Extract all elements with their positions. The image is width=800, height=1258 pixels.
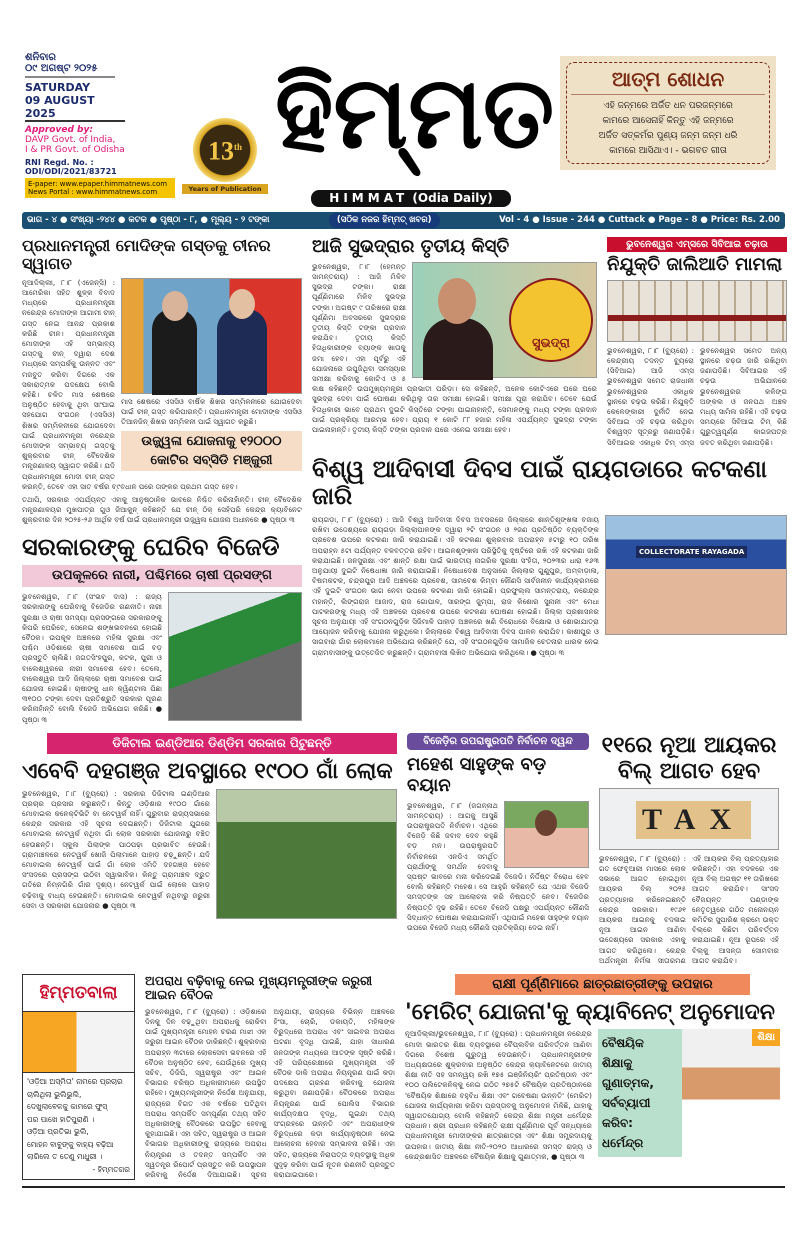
bjd-rally-photo (168, 592, 302, 721)
approved-2: I & PR Govt. of Odisha (25, 145, 125, 155)
headline-tax-2: ବିଲ୍ ଆଗତ ହେବ (617, 758, 761, 784)
article-modi-more: ତଥାପି, ସରକାର ଏପର୍ଯ୍ୟନ୍ତ ଏହାକୁ ଆନୁଷ୍ଠାନିକ ଭାବରେ ନିଶ୍ଚିତ କରିନାହାଁନ୍ତି। ଚୀନ୍ ବୈଦେଶିକ ମନ୍ତ୍ରଣାଳୟର ମୁଖପାତ୍ର ଗୁଓ ଜିଆକୁନ୍ କହିଛନ୍ତି ଯେ ଚୀନ୍ ଠିକ୍ ସେହିପରି କେନ୍ଦ୍ର କ୍ୟାବିନେଟ ଶୁକ୍ରବାର ଦିନ ୨୦୨୫-୨୬ ଆର୍ଥିକ ବର୍ଷ ପାଇଁ ପ୍ରଧାନମନ୍ତ୍ରୀ ଉଜ୍ଜ୍ୱଳା ଯୋଜନା ଅଧୀନରେ ● ପୃଷ୍ଠା ୩ (22, 495, 302, 525)
merit-kicker: ରାକ୍ଷୀ ପୂର୍ଣ୍ଣିମାରେ ଛାତ୍ରଛାତ୍ରୀଙ୍କୁ ଉପହାର (455, 974, 750, 995)
ujjwala-headline-2: କୋଟିର ସବ୍‌ସିଡି ମଞ୍ଜୁରୀ (150, 453, 273, 469)
right-area (312, 237, 787, 658)
headline-crime: ଅପରାଧ ବଢ଼ିବାକୁ ନେଇ ମୁଖ୍ୟମନ୍ତ୍ରୀଙ୍କ ଜରୁରୀ ଆଇନ ବୈଠକ (145, 973, 373, 1003)
himmatbala-title: ହିମ୍ମତବାଲା (23, 975, 134, 1012)
article-merit-body: ନୂଆଦିଲ୍ଲୀ/ଭୁବନେଶ୍ୱର, ୮।୮ (ବ୍ୟୁରୋ) : ପ୍ରଧାନମନ୍ତ୍ରୀ ନରେନ୍ଦ୍ର ମୋଦୀ ଭାରତର ଶିକ୍ଷା ବ୍ୟବସ୍ଥାରେ ବୈପ୍ଲବିକ ପରିବର୍ତ୍ତନ ଆଣିବା ଦିଗରେ ବିଶେଷ ଗୁରୁତ୍ୱ ଦେଉଛନ୍ତି। ପ୍ରଧାନମନ୍ତ୍ରୀଙ୍କ ଅଧ୍ୟକ୍ଷତାରେ ଶୁକ୍ରବାର ଅନୁଷ୍ଠିତ କେନ୍ଦ୍ର କ୍ୟାବିନେଟରେ ଜାତୀୟ ଶିକ୍ଷା ନୀତି ସହ ସମନ୍ୱୟ ରଖି ୧୭୫ ଇଞ୍ଜିନିୟରିଂ ପ୍ରତିଷ୍ଠାନ ଏବଂ ୧୦୦ ପଲିଟେକନିକ୍‌କୁ ନେଇ ଗଠିତ ୨୭୫ଟି ବୈଷୟିକ ପ୍ରତିଷ୍ଠାନରେ 'ବୈଷୟିକ ଶିକ୍ଷାରେ ବହୁବିଧ ଶିକ୍ଷା ଏବଂ ଗବେଷଣା ଉନ୍ନତି' (ମେରିଟ) ଯୋଜନା କାର୍ଯ୍ୟକାରୀ କରିବା ପ୍ରସ୍ତାବକୁ ଅନୁମୋଦନ ମିଳିଛି, ଯାହାକୁ ସ୍ୱାଗତଯୋଗ୍ୟ ବୋଲି କହିଛନ୍ତି କେନ୍ଦ୍ର ଶିକ୍ଷା ମନ୍ତ୍ରୀ ଧର୍ମେନ୍ଦ୍ର ପ୍ରଧାନ। ଶ୍ରୀ ପ୍ରଧାନ କହିଛନ୍ତି ରାକ୍ଷୀ ପୂର୍ଣ୍ଣିମାର ପୂର୍ବ ସନ୍ଧ୍ୟାରେ ପ୍ରଧାନମନ୍ତ୍ରୀ ମୋଦୀଙ୍କର ଛାତ୍ରଛାତ୍ରୀ ଏବଂ ଶିକ୍ଷା ସମ୍ପ୍ରଦାୟକୁ ଉପହାର। ଜାତୀୟ ଶିକ୍ଷା ନୀତି-୨୦୨୦ ଆଧାରରେ ସମସ୍ତ ରାଜ୍ୟ ଓ କେନ୍ଦ୍ରଶାସିତ ଅଞ୍ଚଳରେ ବୈଷୟିକ ଶିକ୍ଷାକୁ ଗୁଣାତ୍ମକ, ● ପୃଷ୍ଠା ୩ (405, 1029, 592, 1161)
headline-adibasi: ବିଶ୍ୱ ଆଦିବାସୀ ଦିବସ ପାଇଁ ରାୟଗଡାରେ କଟକଣା ଜାରି (312, 454, 768, 511)
article-aiims-body: ଭୁବନେଶ୍ୱର, ୮।୮ (ବ୍ୟୁରୋ) : କେନ୍ଦ୍ରୀୟ ତଦନ୍ତ ବ୍ୟୁରୋ (ସିବିଆଇ) ଆଜି ଏମ୍ସ ଭୁବନେଶ୍ୱର ସମେତ ରାଜଧାନୀ ଭୁବନେଶ୍ୱରର ଏକାଧିକ ସ୍ଥାନରେ ଚଢ଼ଉ କରିଛି। ନିଯୁକ୍ତି କେଳେଙ୍କାରୀ ଦୁର୍ନୀତି ନେଇ ସିବିଆଇ ଏହି ଚଢ଼ଉ କରିଥିବା ବିଶ୍ୱସ୍ତ ସୂତ୍ରରୁ ଜଣାପଡ଼ିଛି। ସିବିଆଇର ଏକାଧିକ ଟିମ୍ ଏମ୍ସ ଭୁବନେଶ୍ୱର ସମେତ ଅନ୍ୟ ସ୍ଥାନରେ ଚଢ଼ଉ ଜାରି ରଖିଥିବା ଜଣାପଡ଼ିଛି। ସିବିଆଇର ଏହି ଚଢ଼ଉ ଅଭିଯାନରେ ଭୁବନେଶ୍ୱରର କଳିଙ୍ଗ ଅଙ୍କଲ ଓ ଜନପଥ ଅଞ୍ଚଳ ମଧ୍ୟ ସାମିଲ ରହିଛି। ଏହି ଚଢ଼ଉ ସମୟରେ ସିବିଆଇ ଟିମ୍ କିଛି ଗୁରୁତ୍ୱପୂର୍ଣ୍ଣ କାଗଜପତ୍ର ଜବତ କରିଥିବା ଜଣାପଡ଼ିଛି। (607, 345, 787, 447)
headline-modi: ପ୍ରଧାନମନ୍ତ୍ରୀ ମୋଦିଙ୍କ ଗସ୍ତକୁ ଚୀନର ସ୍ୱାଗତ (22, 236, 271, 274)
verse-line: ଚାଲିଥିଲା ଭୁଲିଭୁଲି, (27, 1089, 82, 1099)
himmatbala-box (22, 974, 135, 1180)
merit-body-wrap (405, 1029, 780, 1162)
headline-tax-1: ୧୧ରେ ନୂଆ ଆୟକର (601, 733, 777, 759)
article-adibasi-body: ରାୟଗଡ଼ା, ୮।୮ (ବ୍ୟୁରୋ) : ଆଜି ବିଶ୍ୱ ଆଦିବାସୀ ଦିବସ ଅବସରରେ ଜିଲ୍ଲାରେ ଶାନ୍ତିଶୃଙ୍ଖଳା ବଜାୟ ରଖିବା ଉଦ୍ଦେଶ୍ୟରେ ରାୟଗଡ଼ା ଜିଲ୍ଲାପାଳଙ୍କ ଦ୍ୱାରା ୨ଟି ସଂଗଠନ ଓ ୨ଜଣ ପ୍ରତିଷ୍ଠିତ ବ୍ୟକ୍ତିଙ୍କ ପ୍ରବେଶ ଉପରେ କଟକଣା ଜାରି କରାଯାଇଛି। ଏହି କଟକଣା ଶୁକ୍ରବାର ଅପରାହ୍ନ ୫ଟାରୁ ୧୦ ତାରିଖ ଅପରାହ୍ନ ୫ଟା ପର୍ଯ୍ୟନ୍ତ ବଳବତ୍ତର ରହିବ। ଆଇନଶୃଙ୍ଖଳା ପରିସ୍ଥିତିକୁ ଦୃଷ୍ଟିରେ ରଖି ଏହି କଟକଣା ଜାରି କରାଯାଇଛି। ଜନସୁରକ୍ଷା ଏବଂ ଶାନ୍ତି ରକ୍ଷା ପାଇଁ ଭାରତୀୟ ନାଗରିକ ସୁରକ୍ଷା ସଂହିତା, ୨୦୨୩ର ଧାରା ୧୬୩ ଅନୁଯାୟୀ ଦୁଇଟି ନିଷେଧାଜ୍ଞା ଜାରି କରାଯାଇଛି। ନିଷେଧାଦେଶ ଅନୁସାରେ ଜିଲ୍ଲାର ଗୁଣୁପୁର, ଅମ୍ବାଡ଼ାଳା, ବିଷମକଟକ, ଚନ୍ଦ୍ରପୁର ଆଦି ଅଞ୍ଚଳରେ ପ୍ରବେଶ, ସାମବେଶ କିମ୍ବା କୌଣସି ସାର୍ବଜନୀନ କାର୍ଯ୍ୟକ୍ରମରେ ଏହି ଦୁଇଟି ସଂଗଠନ ଭାଗ ନେବା ଉପରେ କଟକଣା ଜାରି ହୋଇଛି। ପ୍ରଫୁଲ୍ଲ ସାମନ୍ତରାୟ, ନରେନ୍ଦ୍ର ମହାନ୍ତି, ଲିଙ୍ଗରାଜ ଆଜାଦ, ରାଜ ଗୋପାଳ, ସାରଙ୍ଗ ଜୁମ୍ପା, ରାଜ କିଶୋର ସୁନାନୀ ଏବଂ ମେଧା ପାଟକରଙ୍କୁ ମଧ୍ୟ ଏହି ଅଞ୍ଚଳରେ ପ୍ରବେଶ ଉପରେ କଟକଣା ଘୋଷଣା ହୋଇଛି। ଜିଲ୍ଲା ପ୍ରଶାସନର ସୂଚନା ଅନୁଯାୟୀ ଏହି ସଂଗଠନଗୁଡ଼ିକ ସିଜିମାଳି ପାହାଡ଼ ଅଞ୍ଚଳରେ ଖଣି ବିରୋଧରେ ବିକ୍ଷୋଭ ଓ ଶୋଭାଯାତ୍ରା ଆୟୋଜନ କରିବାକୁ ଯୋଜନା କରୁଥିଲେ। ଜିଲ୍ଲାରେ ବିଶ୍ୱ ଆଦିବାସୀ ଦିବସ ପାଳନ କରାଯିବ। କାଶୀପୁର ଓ ସାଗବାରା ଗାଁର ଲୋକମାନେ ଅଭିଯୋଗ କରିଛନ୍ତି ଯେ, ଏହି ସଂଗଠନଗୁଡ଼ିକ ସାମାଜିକ ଚେତନାର ଧାରକ ନେଇ ଗ୍ରାମବାସୀଙ୍କୁ ଉତ୍ତେଜିତ କରୁଛନ୍ତି। ଗ୍ରାମବାସୀ ଲିଖିତ ଅଭିଯୋଗ କରିଥିଲେ। ● ପୃଷ୍ଠା ୩ (312, 514, 599, 657)
article-crime (145, 974, 395, 1180)
approved-1: DAVP Govt. of India, (25, 135, 116, 145)
date-en: 09 AUGUST 2025 (25, 94, 125, 122)
digital-kicker: ଡିଜିଟାଲ ଇଣ୍ଡିଆର ଡିଣ୍ଡିମ ସରକାର ପିଟୁଛନ୍ତି (47, 733, 397, 754)
info-left: ଭାଗ - ୪ ● ସଂଖ୍ୟା -୨୪୪ ● କଟକ ● ପୃଷ୍ଠା - ୮, ● ମୂଲ୍ୟ - ୨ ଟଙ୍କା (27, 215, 270, 225)
collectorate-photo (605, 515, 787, 635)
epaper-link[interactable]: E-paper: www.epaper.himmatnews.com (28, 180, 168, 188)
article-subhadra-body: ଭୁବନେଶ୍ୱର, ୮।୮ (ହେମନ୍ତ ସାମନ୍ତରାୟ) : ଆଜି ମିଳିବ ସୁଭଦ୍ରା ଟଙ୍କା। ରାକ୍ଷୀ ପୂର୍ଣ୍ଣିମାରେ ମିଳିବ ସୁଭଦ୍ରା ଟଙ୍କା। ଅଗଷ୍ଟ ୯ ତାରିଖରେ ରାକ୍ଷୀ ପୂର୍ଣ୍ଣିମା ଅବସରରେ ସୁଭଦ୍ରାର ତୃତୀୟ କିସ୍ତି ଟଙ୍କା ପ୍ରଦାନ କରାଯିବ। ତୃତୀୟ କିସ୍ତି ହିତାଧିକାରୀଙ୍କ ବ୍ୟାଙ୍କ ଖାତାକୁ ଜମା ହେବ। ଏହା ପୂର୍ବରୁ ଏହି ଯୋଜନାରେ ଉପୁଜିଥିବା ସମସ୍ୟାର ସମୀକ୍ଷା କରିବାକୁ କୋଟିଏ ଓ ୫ ଲକ୍ଷ କହିଛନ୍ତି ଉପମୁଖ୍ୟମନ୍ତ୍ରୀ ପ୍ରଭାତୀ ପରିଡ଼ା। ସେ କହିଛନ୍ତି, ଅନେକ କୋଟିଏରେ ଘରେ ଘରେ ସୁଭଦ୍ରା ଦେବା ପାଇଁ ଘୋଷଣା କରିଥିଲୁ ତାର ସମୀକ୍ଷା ହୋଇଛି। ସମୀକ୍ଷା ପୂରା କରାଯିବ। ତେବେ ଯେଉଁ ହିତାଧିକାରୀ ଭାବେ ପ୍ରଥମ ଦୁଇଟି କିସ୍ତିରେ ଟଙ୍କା ପାଇନାହାନ୍ତି, ସେମାନଙ୍କୁ ମଧ୍ୟ ଟଙ୍କା ପ୍ରଦାନ ପାଇଁ ପ୍ରକ୍ରିୟା ଆରମ୍ଭ ହେବ। ପ୍ରାୟ ୧ କୋଟି ୮୮ ହଜାର ମହିଳା ଏପର୍ଯ୍ୟନ୍ତ ସୁଭଦ୍ରା ଟଙ୍କା ପାଇନାହାନ୍ତି। ତୃତୀୟ କିସ୍ତି ଟଙ୍କା ପ୍ରଦାନ ପରେ ଏନେଇ ସମୀକ୍ଷା ହେବ। (312, 261, 597, 434)
article-mahesh (407, 733, 589, 933)
info-bar (22, 212, 785, 229)
verse-line: ମୋହନ ବାବୁଙ୍କୁ ବାହ୍ୟ ବଢ଼ିଆ (27, 1139, 114, 1149)
article-digital (22, 733, 397, 922)
verse-line: ପର ପାଖେ ହାତିପୁରାଣି । (27, 1114, 95, 1124)
education-tag: ଶିକ୍ଷା (752, 1029, 780, 1046)
modi-caption: ମାସ ଶେଷରେ ଏସସିଓ ବାର୍ଷିକ ଶିଖର ସମ୍ମିଳନୀରେ ଯୋଗଦେବା ପାଇଁ ଚୀନ୍ ଗସ୍ତ କରିପାରନ୍ତି। ପ୍ରଧାନମନ୍ତ୍ରୀ ମୋଦୀଙ୍କ ଏସସିଓ ତିଆନଜିନ୍ ଶିଖର ସମ୍ମିଳନୀ ପାଇଁ ସ୍ୱାଗତ କରୁଛି। (121, 396, 302, 427)
article-mahesh-body: ଭୁବନେଶ୍ୱର, ୮।୮ (ଜଗନ୍ନାଥ ସାମନ୍ତରାୟ) : ଆଗକୁ ଆସୁଛି ଉପରାଷ୍ଟ୍ରପତି ନିର୍ବାଚନ। ଏଥିରେ ବିଜେଡ଼ି କିଛି ଜବାବ ଦେବ କହୁଛି ବଡ଼ ମନ। ଉପରାଷ୍ଟ୍ରପତି ନିର୍ବାଚନରେ ଏନଡିଏ ସମର୍ଥିତ ପ୍ରାର୍ଥୀଙ୍କୁ ସମର୍ଥନ ଦେବାକୁ ସ୍ପଷ୍ଟ ଭାବରେ ମନା କରିଦେଇଛି ବିଜେଡି। ନିର୍ଦ୍ଦିଷ୍ଟ ବିରୋଧ ହେବ ବୋଲି କହିଛନ୍ତି ମହେଶ। ସେ ଆହୁରି କହିଛନ୍ତି ଯେ ଏଥର ବିଜେଡି ସମସ୍ତଙ୍କ ସହ ଆଲୋଚନା କରି ନିଷ୍ପତ୍ତି ନେବ। ବିଜେଡିର ନିଷ୍ପତ୍ତି ଦୃଢ ରହିଛି। ତେବେ ବିଜେଡି ପକ୍ଷରୁ ଏପର୍ଯ୍ୟନ୍ତ କୌଣସି ସିଦ୍ଧାନ୍ତ ଘୋଷଣା କରାଯାଇନାହିଁ। ଏଥିପାଇଁ ମହେଶ ସାହୁଙ୍କ ବୟାନ ଉପରେ ବିଜେଡି ମଧ୍ୟ କୌଣସି ପ୍ରତିକ୍ରିୟା ଦେଇ ନାହିଁ। (407, 800, 589, 933)
article-merit (405, 974, 780, 1162)
bottom-rule (22, 1186, 785, 1188)
headline-digital: ଏବେବି ଦହଗଞ୍ଜ ଅବସ୍ଥାରେ ୧୯୦୦ ଗାଁ ଲୋକ (22, 759, 393, 785)
verse-line: ଓଡ଼ିଆ ପ୍ରତିଭା ଭୁଲି, (27, 1127, 89, 1137)
masthead (0, 0, 800, 212)
article-aiims (607, 237, 787, 448)
digital-body-wrap (22, 789, 397, 923)
badge-caption: Years of Publication (182, 184, 268, 194)
subhadra-body-wrap (312, 262, 597, 435)
collectorate-sign: COLLECTORATE RAYAGADA (636, 546, 747, 558)
anniversary-badge (182, 118, 268, 198)
ujjwala-headline-1: ଉଜ୍ଜ୍ୱଳା ଯୋଜନାକୁ ୧୨୦୦୦ (141, 434, 282, 450)
adibasi-body-wrap (312, 515, 787, 658)
info-slogan: (ସଠିକ ନଜର ହିମ୍ମତ୍ ଖବର) (329, 213, 440, 228)
article-subhadra (312, 237, 597, 435)
ujjwala-box (121, 431, 302, 471)
quote-line: କାମରେ ଆସେନାହିଁ କିନ୍ତୁ ଏହି ଜନ୍ମରେ (602, 116, 734, 126)
subhadra-photo (412, 262, 597, 378)
article-modi-body: ନୂଆଦିଲ୍ଲୀ, ୮।୮ (ଏଜେନ୍ସି) : ଆମେରିକା ସହିତ ଶୁଳ୍କ ବିବାଦ ମଧ୍ୟରେ ପ୍ରଧାନମନ୍ତ୍ରୀ ନରେନ୍ଦ୍ର ମୋଦୀଙ୍କ ଆଗାମୀ ଚୀନ୍ ଗସ୍ତ ନେଇ ଆନନ୍ଦ ପ୍ରକାଶ କରିଛି ଚୀନ। ପ୍ରଧାନମନ୍ତ୍ରୀ ମୋଦୀଙ୍କ ଏହି ସମ୍ଭାବ୍ୟ ଗସ୍ତକୁ ଚୀନ୍ ଦ୍ୱାରା ଦେଶ ମଧ୍ୟରେ ସମ୍ପର୍କକୁ ଉନ୍ନତ ଏବଂ ମଜବୁତ କରିବା ଦିଗରେ ଏକ ସକାରାତ୍ମକ ପଦକ୍ଷେପ ବୋଲି କହିଛି। ଚଳିତ ମାସ ଶେଷରେ ଅନୁଷ୍ଠିତ ହେବାକୁ ଥିବା ସାଂଘାଇ ସହଯୋଗ ସଂଗଠନ (ଏସସିଓ) ଶିଖର ସମ୍ମିଳନୀରେ ଯୋଗଦେବା ପାଇଁ ପ୍ରଧାନମନ୍ତ୍ରୀ ନରେନ୍ଦ୍ର ମୋଦୀଙ୍କ ସମ୍ଭାବ୍ୟ ଗସ୍ତକୁ ଶୁକ୍ରବାର ଚୀନ୍ ବୈଦେଶିକ ମନ୍ତ୍ରଣାଳୟ ସ୍ୱାଗତ କରିଛି। ଯଦି ପ୍ରଧାନମନ୍ତ୍ରୀ ମୋଦୀ ଚୀନ୍ ଗସ୍ତ କରନ୍ତି, ତେବେ ଏହା ସାତ ବର୍ଷର ବ୍୯ବଧାନ ପରେ ତାଙ୍କର ପ୍ରଥମ ଗସ୍ତ ହେବ। (22, 277, 238, 491)
article-crime-body: ଭୁବନେଶ୍ୱର, ୮।୮ (ବ୍ୟୁରୋ) : ଓଡ଼ିଶାରେ ଦିନକୁ ଦିନ ବଢ଼ୁଥିବା ଅପରାଧକୁ ରୋକିବା ପାଇଁ ମୁଖ୍ୟମନ୍ତ୍ରୀ ମୋହନ ଚରଣ ମାଝୀ ଏକ ଜରୁରୀ ଆଇନ ବୈଠକ ଡାକିଛନ୍ତି। ଶୁକ୍ରବାର ଅପରାହ୍ନ ୩ଟାରେ ଲୋକସେବା ଭବନରେ ଏହି ବୈଠକ ଅନୁଷ୍ଠିତ ହେବ, ଯେଉଁଥିରେ ମୁଖ୍ୟ ସଚିବ, ଡିଜିପି, ସ୍ୱରାଷ୍ଟ୍ର ଏବଂ ଆଇନ ବିଭାଗର ବରିଷ୍ଠ ଅଧିକାରୀମାନେ ଉପସ୍ଥିତ ରହିବେ। ମୁଖ୍ୟମନ୍ତ୍ରୀଙ୍କ ନିର୍ଦ୍ଦେଶ ଅନୁଯାୟୀ, ରାଜ୍ୟରେ ବିଗତ ଏକ ବର୍ଷରେ ଘଟିଥିବା ଅପରାଧ ସମ୍ପର୍କିତ ସମ୍ପୂର୍ଣ୍ଣ ତଥ୍ୟ ସହିତ ଅଧିକାରୀଙ୍କୁ ବୈଠକରେ ଉପସ୍ଥିତ ହେବାକୁ କୁହାଯାଇଛି। ଏହା ସହିତ, ସ୍ୱରାଷ୍ଟ୍ର ଓ ଆଇନ ବିଭାଗର ଅଧିକାରୀଙ୍କୁ ରାଜ୍ୟରେ ଅପରାଧ ନିୟନ୍ତ୍ରଣ ଓ ତଦନ୍ତ ସମ୍ପର୍କିତ ଏକ ସ୍ୱତନ୍ତ୍ର ରିପୋର୍ଟ ପ୍ରସ୍ତୁତ କରି ଉପସ୍ଥାପନ କରିବାକୁ ନିର୍ଦ୍ଦେଶ ଦିଆଯାଇଛି। ସୂଚନା ଅନୁଯାୟୀ, ରାଜ୍ୟରେ ବିଭିନ୍ନ ଅଞ୍ଚଳରେ ହିଂସା, ଚୋରି, ଡକାୟତି, ମହିଳାଙ୍କ ବିରୁଦ୍ଧରେ ଅପରାଧ ଏବଂ ସାଇବର ଅପରାଧ ଘଟଣା ବୃଦ୍ଧି ପାଇଛି, ଯାହା ସାଧାରଣ ଜନତାଙ୍କ ମଧ୍ୟରେ ଆତଙ୍କ ସୃଷ୍ଟି କରିଛି। ଏହି ପରିପ୍ରେକ୍ଷୀରେ ମୁଖ୍ୟମନ୍ତ୍ରୀ ଏହି ବୈଠକ ଡାକି ଅପରାଧ ନିୟନ୍ତ୍ରଣ ପାଇଁ କଡ଼ା ପଦକ୍ଷେପ ଗ୍ରହଣ କରିବାକୁ ଯୋଜନା କରୁଥିବା ଜଣାପଡ଼ିଛି। ବୈଠକରେ ଅପରାଧ ନିୟନ୍ତ୍ରଣ ପାଇଁ ପୋଲିସ ବିଭାଗର କାର୍ଯ୍ୟଦକ୍ଷତା ବୃଦ୍ଧି, ଗୁଇନ୍ଦା ତଥ୍ୟ ସଂଗ୍ରହରେ ଉନ୍ନତି ଏବଂ ଅପରାଧୀଙ୍କ ବିରୁଦ୍ଧରେ କଡ଼ା କାର୍ଯ୍ୟାନୁଷ୍ଠାନ ନେଇ ଆଲୋଚନା ହେବାର ସମ୍ଭାବନା ରହିଛି। ଏହା ସହିତ, ରାଜ୍ୟରେ ନିରାପତ୍ତା ବ୍ୟବସ୍ଥାକୁ ଅଧିକ ସୁଦୃଢ଼ କରିବା ପାଇଁ ନୂତନ ରଣନୀତି ପ୍ରସ୍ତୁତ କରାଯାଇପାରେ। (145, 1006, 395, 1180)
headline-subhadra: ଆଜି ସୁଭଦ୍ରାର ତୃତୀୟ କିସ୍ତି (312, 236, 510, 257)
quote-line: ଏହି ଜନ୍ମରେ ଅର୍ଜିତ ଧନ ପରଜନ୍ମରେ (603, 101, 733, 111)
badge-sup: th (233, 142, 242, 152)
day-odia: ଶନିବାର (25, 52, 57, 63)
article-modi (22, 278, 302, 526)
web-links (25, 178, 175, 198)
modi-figure (121, 278, 302, 472)
quote-line: ଅର୍ଜିତ ସତ୍‌କର୍ମର ପୁଣ୍ୟ ଜନ୍ମ ଜନ୍ମ ଧରି (598, 131, 738, 141)
mahesh-kicker: ବିଜେଡ଼ିର ଉପରାଷ୍ଟ୍ରପତି ନିର୍ବାଚନ ଦ୍ୱନ୍ଦ (407, 733, 589, 750)
approved-label: Approved by: (25, 125, 93, 135)
headline-merit: 'ମେରିଟ୍ ଯୋଜନା'କୁ କ୍ୟାବିନେଟ୍ ଅନୁମୋଦନ (405, 1000, 775, 1026)
badge-number: 13 (207, 136, 234, 166)
portal-link[interactable]: News Portal : www.himmatnews.com (28, 188, 158, 196)
paper-sub: (Odia Daily) (412, 191, 493, 205)
quote-line: କାମରେ ଆସିଥାଏ। - ଭଗବତ ଗୀତା (609, 146, 727, 156)
himmatbala-cartoon (23, 1012, 134, 1072)
headline-aiims: ନିଯୁକ୍ତି ଜାଲିଆତି ମାମଲା (607, 254, 783, 275)
education-highlight-text: ବୈଷୟିକ ଶିକ୍ଷାକୁ ଗୁଣାତ୍ମକ, ସର୍ବବ୍ୟାପୀ କରିବ: ଧର୍ମେନ୍ଦ୍ର (602, 1036, 654, 1151)
tax-blocks-photo (599, 788, 779, 850)
article-bjd (22, 592, 302, 725)
subhadra-logo: ସୁଭଦ୍ରା (509, 278, 593, 362)
newspaper-logo: ହିମ୍ମତ (275, 54, 555, 171)
aiims-kicker: ଭୁବନେଶ୍ୱର ଏମ୍ସରେ ସିବିଆଇ ଚଢ଼ାଉ (607, 237, 787, 252)
date-block (25, 52, 175, 198)
verse-line: ଲାଗିଲେ ତ ତେଣୁ ମାଧୁରୀ । (27, 1152, 103, 1162)
bjd-subhead: ଉପକୂଳରେ ନାରୀ, ପଶ୍ଚିମରେ ଚାଷୀ ପ୍ରସଙ୍ଗ (22, 565, 302, 587)
article-tax (599, 733, 779, 966)
rni-number: RNI Regd. No. : ODI/ODI/2021/83721 (25, 158, 117, 176)
verse-line: 'ଓଡ଼ିଆ ଅସ୍ମିତା' ନାମରେ ପ୍ରଚାର (27, 1077, 123, 1087)
verse-line: ଦେଖୁଲାବେଳକୁ କାମରେ ଫୁସ୍ (27, 1102, 108, 1112)
paper-name-pill (311, 190, 511, 207)
quote-box (560, 56, 776, 170)
info-right: Vol - 4 ● Issue - 244 ● Cuttack ● Page - 8 ● Price: Rs. 2.00 (499, 215, 780, 225)
mahesh-body-wrap (407, 801, 589, 934)
modi-xi-photo (121, 278, 302, 394)
article-bjd-body: ଭୁବନେଶ୍ୱର, ୮।୮ (ସଂଭବ ଦାସ) : ରାଜ୍ୟ ସରକାରଙ୍କୁ ଘେରିବାକୁ ବିଜେଡିର ରଣନୀତି। ନାରୀ ସୁରକ୍ଷା ଓ ଚାଷୀ ସମସ୍ୟା ପ୍ରସଙ୍ଗରେ ସରକାରଙ୍କୁ କିପରି ଘେରିବେ, ସେନେଇ ଶଙ୍ଖଭବନରେ ହୋଇଛି ବୈଠକ। ଉପକୂଳ ଅଞ୍ଚଳରେ ମହିଳା ସୁରକ୍ଷା ଏବଂ ପଶ୍ଚିମ ଓଡ଼ିଶାରେ ଚାଷୀ ସମାବେଶ ପାଇଁ ବଡ଼ ପ୍ରସ୍ତୁତି ଚାଲିଛି। ଜଗତସିଂହପୁର, କଟକ, ପୁରୀ ଓ ବାଲେଶ୍ୱରରେ ନାରୀ ସମାବେଶ ହେବ। ତେଲେ, ବାଲେଶ୍ୱର ଆଦି ଜିଲ୍ଲାରେ ଚାଷୀ ସମାବେଶ ପାଇଁ ଯୋଜନା ହୋଇଛି। ଚାଷୀଙ୍କୁ ଧାନ କ୍ୱିଣ୍ଟାଲ ପିଛା ୩୧୦୦ ଟଙ୍କା ଦେବା ପ୍ରତିଶ୍ରୁତି ସରକାର ପୂରଣ କରିନାହାଁନ୍ତି ବୋଲି ବିଜେଡି ଅଭିଯୋଗ କରିଛି। ● ପୃଷ୍ଠା ୩ (22, 592, 162, 724)
date-odia: ୦୯ ଅଗଷ୍ଟ ୨୦୨୫ (25, 63, 115, 78)
village-children-photo (216, 789, 397, 919)
verse-signature: - ହିମ୍ମତଗର (92, 1164, 130, 1174)
article-digital-body: ଭୁବନେଶ୍ୱର, ୮।୮ (ବ୍ୟୁରୋ) : ସରକାର ଡିଜିଟାଲ ଇଣ୍ଡିଆର ପ୍ରଚାର ପ୍ରସାର କରୁଛନ୍ତି। କିନ୍ତୁ ଓଡ଼ିଶାର ୧୯୦୦ ଗାଁରେ ମୋବାଇଲ କନେକ୍ଟିଭିଟି ବା ନେଟୱର୍କ ନାହିଁ। ଗୁରୁବାର ରାଜ୍ୟସଭାରେ କେନ୍ଦ୍ର ସରକାର ଏହି ସୂଚନା ଦେଇଛନ୍ତି। ଡିଜିଟାଲ ଯୁଗରେ ମୋବାଇଲ ନେଟୱର୍କ ନଥିବା ଗାଁ ଲୋକ ସରକାରୀ ଯୋଜନାରୁ ବଞ୍ଚିତ ହେଉଛନ୍ତି। ସ୍କୁଲ ପିଲାଙ୍କ ପାଠପଢ଼ା ପ୍ରଭାବିତ ହେଉଛି। ଗ୍ରାମାଞ୍ଚଳରେ ନେଟୱର୍କ ଖୋଜି ପିଲାମାନେ ପାହାଡ଼ ଚଢ଼ୁଛନ୍ତି। ଯଦି ମୋବାଇଲ ନେଟୱର୍କ ପାଇଁ ଗାଁ ଲୋକ ଏମିତି ଦହଗଞ୍ଜ ହେବେ ସଂସଦରେ ପ୍ରସଙ୍ଗ ଉଠିବା ସ୍ୱାଭାବିକ। କିନ୍ତୁ ଗ୍ରାମାଞ୍ଚଳ ଦ୍ରୁତ ଗତିରେ ନିମ୍ନଗିରି ଗାଁର ଦୃଶ୍ୟ। ନେଟୱର୍କ ପାଇଁ ଲୋକେ ପାହାଡ଼ ଚଢ଼ିବାକୁ ବାଧ୍ୟ ହେଉଛନ୍ତି। ମୋବାଇଲ ନେଟୱର୍କ ନଥିବାରୁ ଜରୁରୀ ସେବା ଓ ସରକାରୀ ଯୋଜନାର ● ପୃଷ୍ଠା ୩ (22, 788, 210, 910)
headline-bjd: ସରକାରଙ୍କୁ ଘେରିବ ବିଜେଡି (22, 532, 280, 561)
mahesh-sahu-photo (504, 801, 589, 868)
paper-name: HIMMAT (329, 191, 409, 205)
left-column (22, 237, 302, 725)
education-highlight-box (598, 1029, 780, 1157)
article-adibasi (312, 456, 787, 658)
quote-title: ଆତ୍ମ ଶୋଧନ (571, 67, 765, 95)
aiims-building-photo (607, 280, 787, 342)
headline-mahesh: ମହେଶ ସାହୁଙ୍କ ବଡ଼ ବୟାନ (407, 754, 547, 796)
tax-image-text: TAX (636, 801, 751, 839)
day-en: SATURDAY (25, 81, 91, 94)
article-tax-body: ଭୁବନେଶ୍ୱର, ୮।୮ (ବ୍ୟୁରୋ) : ଗତ ଫେବୃଆରୀ ମାସରେ ଲୋକ ସଭାରେ ଆଗତ ହୋଇଥିବା ଆୟକର ବିଲ୍ ୨୦୨୫ ପ୍ରତ୍ୟାହାର କରିନେଇଛନ୍ତି କେନ୍ଦ୍ର ସରକାର। ୧୯୬୧ ଆୟକର ଆଇନକୁ ବଦଳାଇ ନୂଆ ଆଇନ ଆଣିବା ଉଦ୍ଦେଶ୍ୟରେ ସରକାର ଏହାକୁ ଆଗତ କରିଥିଲେ। କେନ୍ଦ୍ର ଅର୍ଥମନ୍ତ୍ରୀ ନିର୍ମଳା ସୀତାରମଣ ଏହି ଆୟକର ବିଲ୍ ପ୍ରତ୍ୟାହାର କରିଛନ୍ତି। ଏହା ବଦଳରେ ଏକ ନୂଆ ବିଲ୍ ଅଗଷ୍ଟ ୧୧ ତାରିଖରେ ଆଗତ କରାଯିବ। ସାଂସଦ ବୈଜୟନ୍ତ ପଣ୍ଡାଙ୍କ ନେତୃତ୍ୱରେ ଗଠିତ ମନୋନୟନ କମିଟିର ସୁପାରିଶ କ୍ରମେ ଉକ୍ତ ବିଲ୍‌ରେ କିଛିଟା ପରିବର୍ତ୍ତନ କରାଯାଇଛି। ନୂଆ ରୂପରେ ଏହି ବିଲ୍‌କୁ ଆସନ୍ତା ସୋମବାର ଆଗତ କରାଯିବ। (599, 853, 779, 965)
